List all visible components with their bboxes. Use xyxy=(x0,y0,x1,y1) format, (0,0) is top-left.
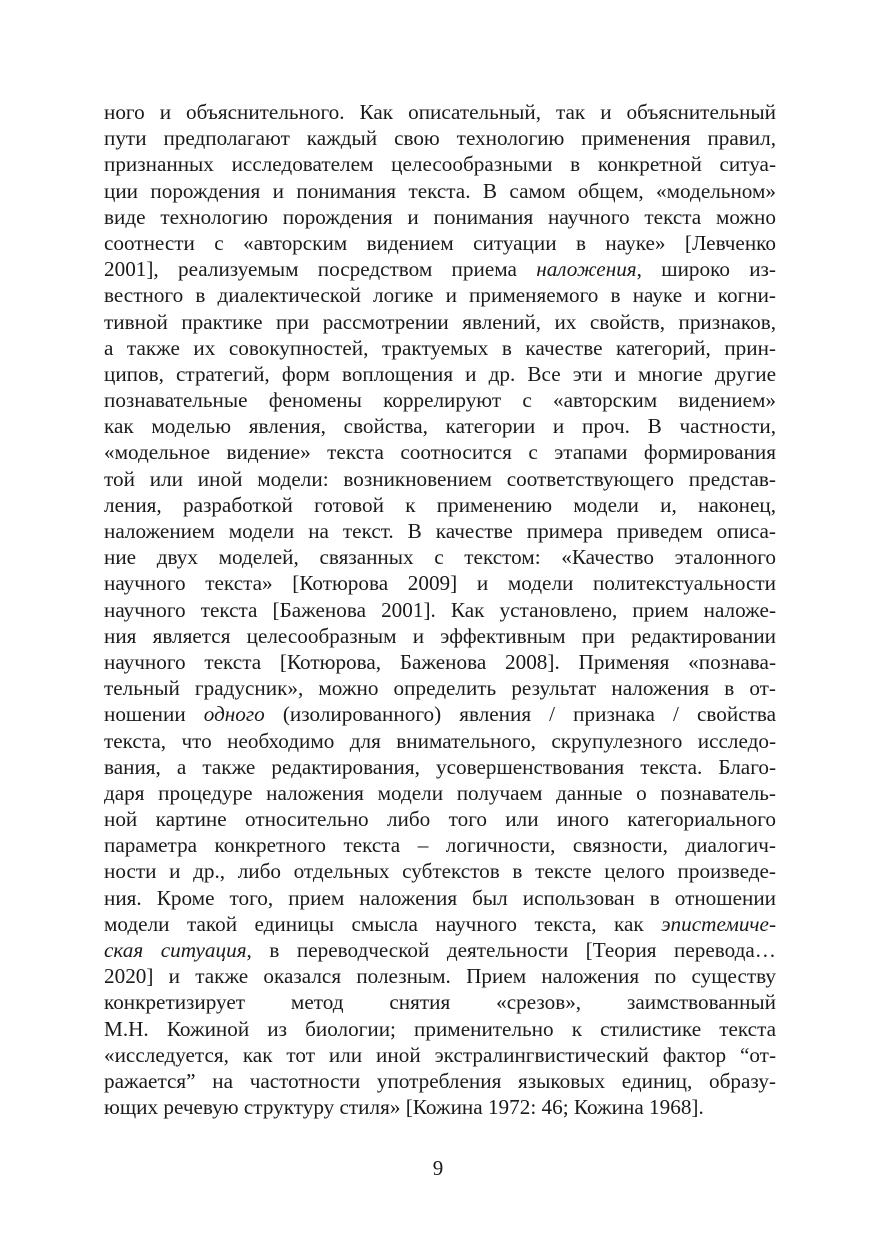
text-line xyxy=(104,780,776,806)
text-line xyxy=(104,518,776,544)
text-run: 2001], реализуемым посредством приема xyxy=(104,257,537,282)
text-run: вестного в диалектической логике и применяемого в науке и когни- xyxy=(104,283,776,308)
text-run: конкретизирует метод снятия «срезов», заимствованный xyxy=(104,990,776,1015)
text-run: научного текста [Котюрова, Баженова 2008]. Применяя «познава- xyxy=(104,649,776,674)
text-run: параметра конкретного текста – логичности, связности, диалогич- xyxy=(104,833,776,858)
text-run: ципов, стратегий, форм воплощения и др. Все эти и многие другие xyxy=(104,361,776,386)
text-line xyxy=(104,544,776,570)
text-run: научного текста [Баженова 2001]. Как установлено, прием наложе- xyxy=(104,597,776,622)
text-run: ности и др., либо отдельных субтекстов в тексте целого произведе- xyxy=(104,859,776,884)
text-run: «исследуется, как тот или иной экстралингвистический фактор “от- xyxy=(104,1042,776,1067)
text-line xyxy=(104,989,776,1015)
text-line xyxy=(104,1068,776,1094)
text-line xyxy=(104,125,776,151)
text-line xyxy=(104,911,776,937)
italic-term: наложения xyxy=(536,257,637,282)
text-run: вания, а также редактирования, усовершенствования текста. Благо- xyxy=(104,754,776,779)
text-run: познавательные феномены коррелируют с «авторским видением» xyxy=(104,388,776,413)
text-run: (изолированного) явления / признака / свойства xyxy=(264,702,776,727)
body-text xyxy=(104,99,776,1120)
text-line xyxy=(104,963,776,989)
text-run: ного и объяснительного. Как описательный, так и объяснительный xyxy=(104,100,776,124)
text-line xyxy=(104,832,776,858)
text-run: ющих речевую структуру стиля» [Кожина 1972: 46; Кожина 1968]. xyxy=(104,1095,704,1120)
italic-term: одного xyxy=(203,702,265,727)
text-line xyxy=(104,701,776,727)
text-run: М.Н. Кожиной из биологии; применительно к стилистике текста xyxy=(104,1016,776,1041)
text-run: ной картине относительно либо того или иного категориального xyxy=(104,807,776,832)
text-line xyxy=(104,439,776,465)
text-run: признанных исследователем целесообразными в конкретной ситуа- xyxy=(104,152,776,177)
text-run: ношении xyxy=(104,702,204,727)
text-run: а также их совокупностей, трактуемых в качестве категорий, прин- xyxy=(104,335,776,360)
text-line xyxy=(104,413,776,439)
text-run: модели такой единицы смысла научного текста, как xyxy=(104,911,662,936)
text-line xyxy=(104,204,776,230)
text-line xyxy=(104,728,776,754)
text-line xyxy=(104,361,776,387)
text-run: тивной практике при рассмотрении явлений, их свойств, признаков, xyxy=(104,309,776,334)
text-line xyxy=(104,570,776,596)
text-line xyxy=(104,282,776,308)
text-run: ния является целесообразным и эффективным при редактировании xyxy=(104,623,776,648)
text-line xyxy=(104,885,776,911)
text-run: пути предполагают каждый свою технологию применения правил, xyxy=(104,126,776,151)
italic-term: эпистемиче- xyxy=(661,911,776,936)
text-run: текста, что необходимо для внимательного, скрупулезного исследо- xyxy=(104,728,776,753)
text-run: ние двух моделей, связанных с текстом: «Качество эталонного xyxy=(104,545,776,570)
text-line xyxy=(104,178,776,204)
text-run: ления, разработкой готовой к применению модели и, наконец, xyxy=(104,492,776,517)
text-run: той или иной модели: возникновением соответствующего представ- xyxy=(104,466,776,491)
text-line xyxy=(104,675,776,701)
text-run: наложением модели на текст. В качестве примера приведем описа- xyxy=(104,519,776,543)
text-run: , в переводческой деятельности [Теория перевода… xyxy=(246,938,776,962)
text-line xyxy=(104,1016,776,1042)
text-line xyxy=(104,1094,776,1120)
text-line xyxy=(104,309,776,335)
text-line xyxy=(104,466,776,492)
text-line xyxy=(104,649,776,675)
text-line xyxy=(104,623,776,649)
text-line xyxy=(104,1042,776,1068)
text-run: ражается” на частотности употребления языковых единиц, образу- xyxy=(104,1068,776,1093)
text-run: даря процедуре наложения модели получаем данные о познаватель- xyxy=(104,780,776,805)
text-run: научного текста» [Котюрова 2009] и модели политекстуальности xyxy=(104,571,776,596)
text-line xyxy=(104,256,776,282)
text-line xyxy=(104,806,776,832)
text-run: ния. Кроме того, прием наложения был использован в отношении xyxy=(104,885,776,910)
text-line xyxy=(104,387,776,413)
text-line xyxy=(104,99,776,125)
text-line xyxy=(104,937,776,963)
text-line xyxy=(104,754,776,780)
text-line xyxy=(104,151,776,177)
text-run: 2020] и также оказался полезным. Прием наложения по существу xyxy=(104,964,776,989)
text-run: виде технологию порождения и понимания научного текста можно xyxy=(104,204,776,229)
text-run: «модельное видение» текста соотносится с этапами формирования xyxy=(104,440,776,465)
text-line xyxy=(104,335,776,361)
text-run: соотнести с «авторским видением ситуации в науке» [Левченко xyxy=(104,230,776,255)
italic-term: ская ситуация xyxy=(104,938,247,962)
text-run: тельный градусник», можно определить результат наложения в от- xyxy=(104,676,776,701)
text-line xyxy=(104,597,776,623)
text-run: , широко из- xyxy=(636,257,776,282)
page-number: 9 xyxy=(432,1156,444,1180)
text-line xyxy=(104,492,776,518)
text-run: как моделью явления, свойства, категории и проч. В частности, xyxy=(104,414,776,439)
text-line xyxy=(104,858,776,884)
text-run: ции порождения и понимания текста. В самом общем, «модельном» xyxy=(104,178,776,203)
text-line xyxy=(104,230,776,256)
